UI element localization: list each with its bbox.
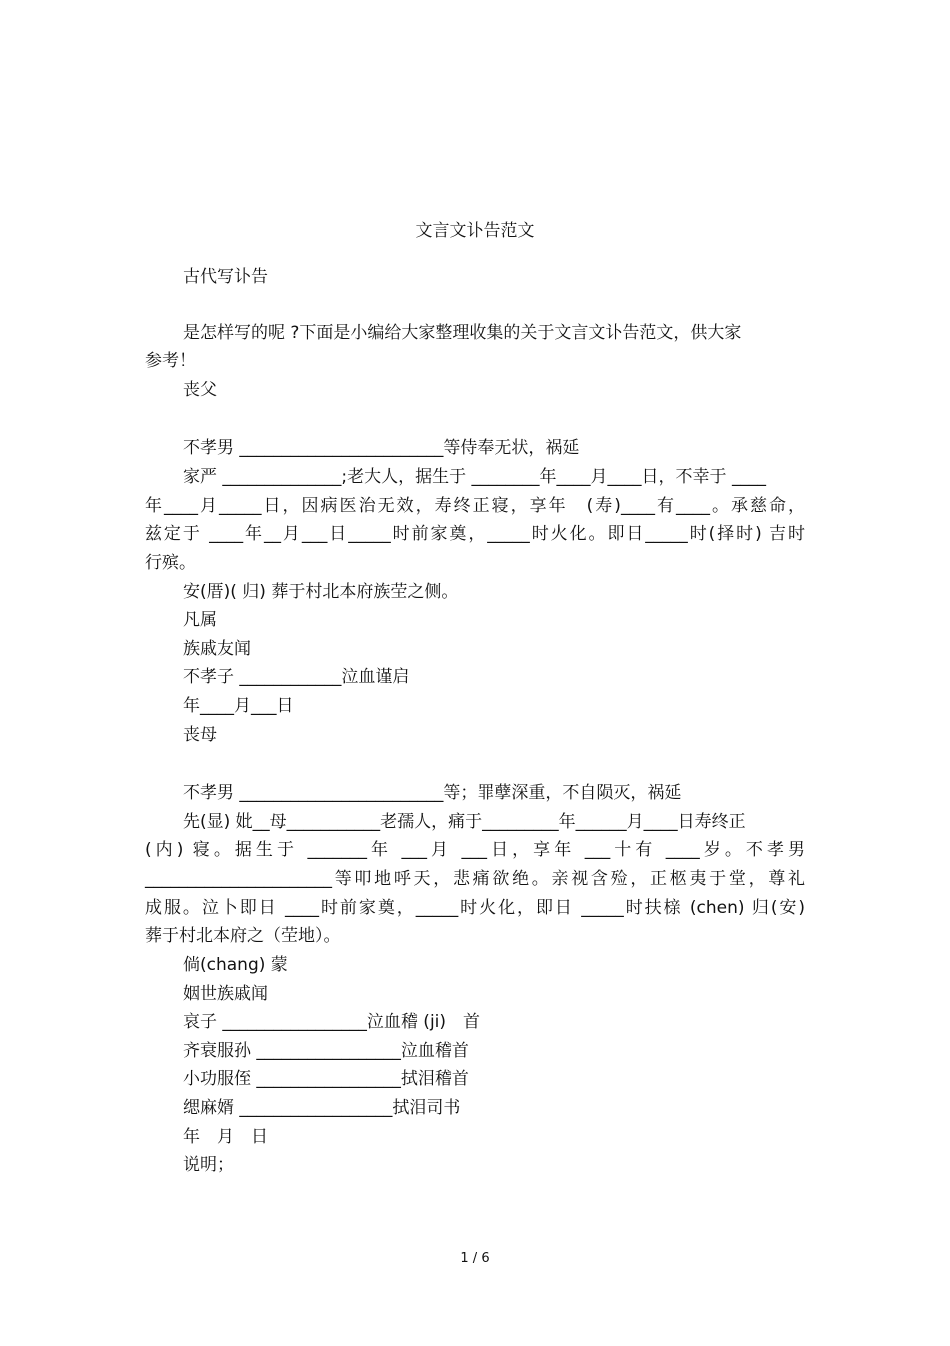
paragraph-line: 是怎样写的呢 ?下面是小编给大家整理收集的关于文言文讣告范文，供大家 bbox=[183, 323, 742, 343]
paragraph-line: 参考！ bbox=[145, 351, 196, 371]
paragraph-line: 凡属 bbox=[183, 610, 217, 630]
paragraph-line: ______________________等叩地呼天，悲痛欲绝。亲视含殓，正柩夷于堂，尊礼 bbox=[145, 869, 805, 889]
paragraph-line: 葬于村北本府之（茔地）。 bbox=[145, 926, 341, 946]
page-number: 1 / 6 bbox=[460, 1251, 490, 1266]
section-heading: 丧父 bbox=[183, 380, 217, 400]
paragraph-line: 兹定于 ____年__月___日_____时前家奠，_____时火化。即日_____时(择时) 吉时 bbox=[145, 524, 805, 544]
paragraph-line: 先(显) 妣__母___________老孺人，痛于_________年______月____日寿终正 bbox=[183, 812, 746, 832]
signature-line: 齐衰服孙 _________________泣血稽首 bbox=[183, 1041, 469, 1061]
paragraph-line: 年____月_____日，因病医治无效，寿终正寝，享年 (寿)____有____。承慈命， bbox=[145, 496, 805, 516]
paragraph-line: 不孝男 ________________________等；罪孽深重，不自陨灭，祸延 bbox=[183, 783, 682, 803]
paragraph-line: 族戚友闻 bbox=[183, 639, 251, 659]
paragraph-line: 古代写讣告 bbox=[183, 267, 268, 287]
signature-line: 缌麻婿 __________________拭泪司书 bbox=[183, 1098, 461, 1118]
date-line: 年____月___日 bbox=[183, 696, 294, 716]
paragraph-line: 倘(chang) 蒙 bbox=[183, 955, 288, 975]
paragraph-line: (内) 寝。据生于 _______年 ___月 ___日，享年 ___十有 ____岁。不孝男 bbox=[145, 840, 805, 860]
section-heading: 丧母 bbox=[183, 725, 217, 745]
document-title: 文言文讣告范文 bbox=[415, 221, 535, 241]
paragraph-line: 家严 ______________;老大人，据生于 ________年____月____日，不幸于 ____ bbox=[183, 467, 766, 487]
paragraph-line: 行殡。 bbox=[145, 553, 196, 573]
paragraph-line: 说明； bbox=[183, 1155, 234, 1175]
paragraph-line: 成服。泣卜即日 ____时前家奠，_____时火化，即日 _____时扶榇 (chen) 归(安) bbox=[145, 898, 805, 918]
paragraph-line: 不孝男 ________________________等侍奉无状，祸延 bbox=[183, 438, 580, 458]
signature-line: 小功服侄 _________________拭泪稽首 bbox=[183, 1069, 469, 1089]
date-line: 年 月 日 bbox=[183, 1127, 268, 1147]
paragraph-line: 安(厝)( 归) 葬于村北本府族茔之侧。 bbox=[183, 582, 459, 602]
paragraph-line: 姻世族戚闻 bbox=[183, 984, 268, 1004]
signature-line: 不孝子 ____________泣血谨启 bbox=[183, 667, 410, 687]
signature-line: 哀子 _________________泣血稽 (ji) 首 bbox=[183, 1012, 481, 1032]
